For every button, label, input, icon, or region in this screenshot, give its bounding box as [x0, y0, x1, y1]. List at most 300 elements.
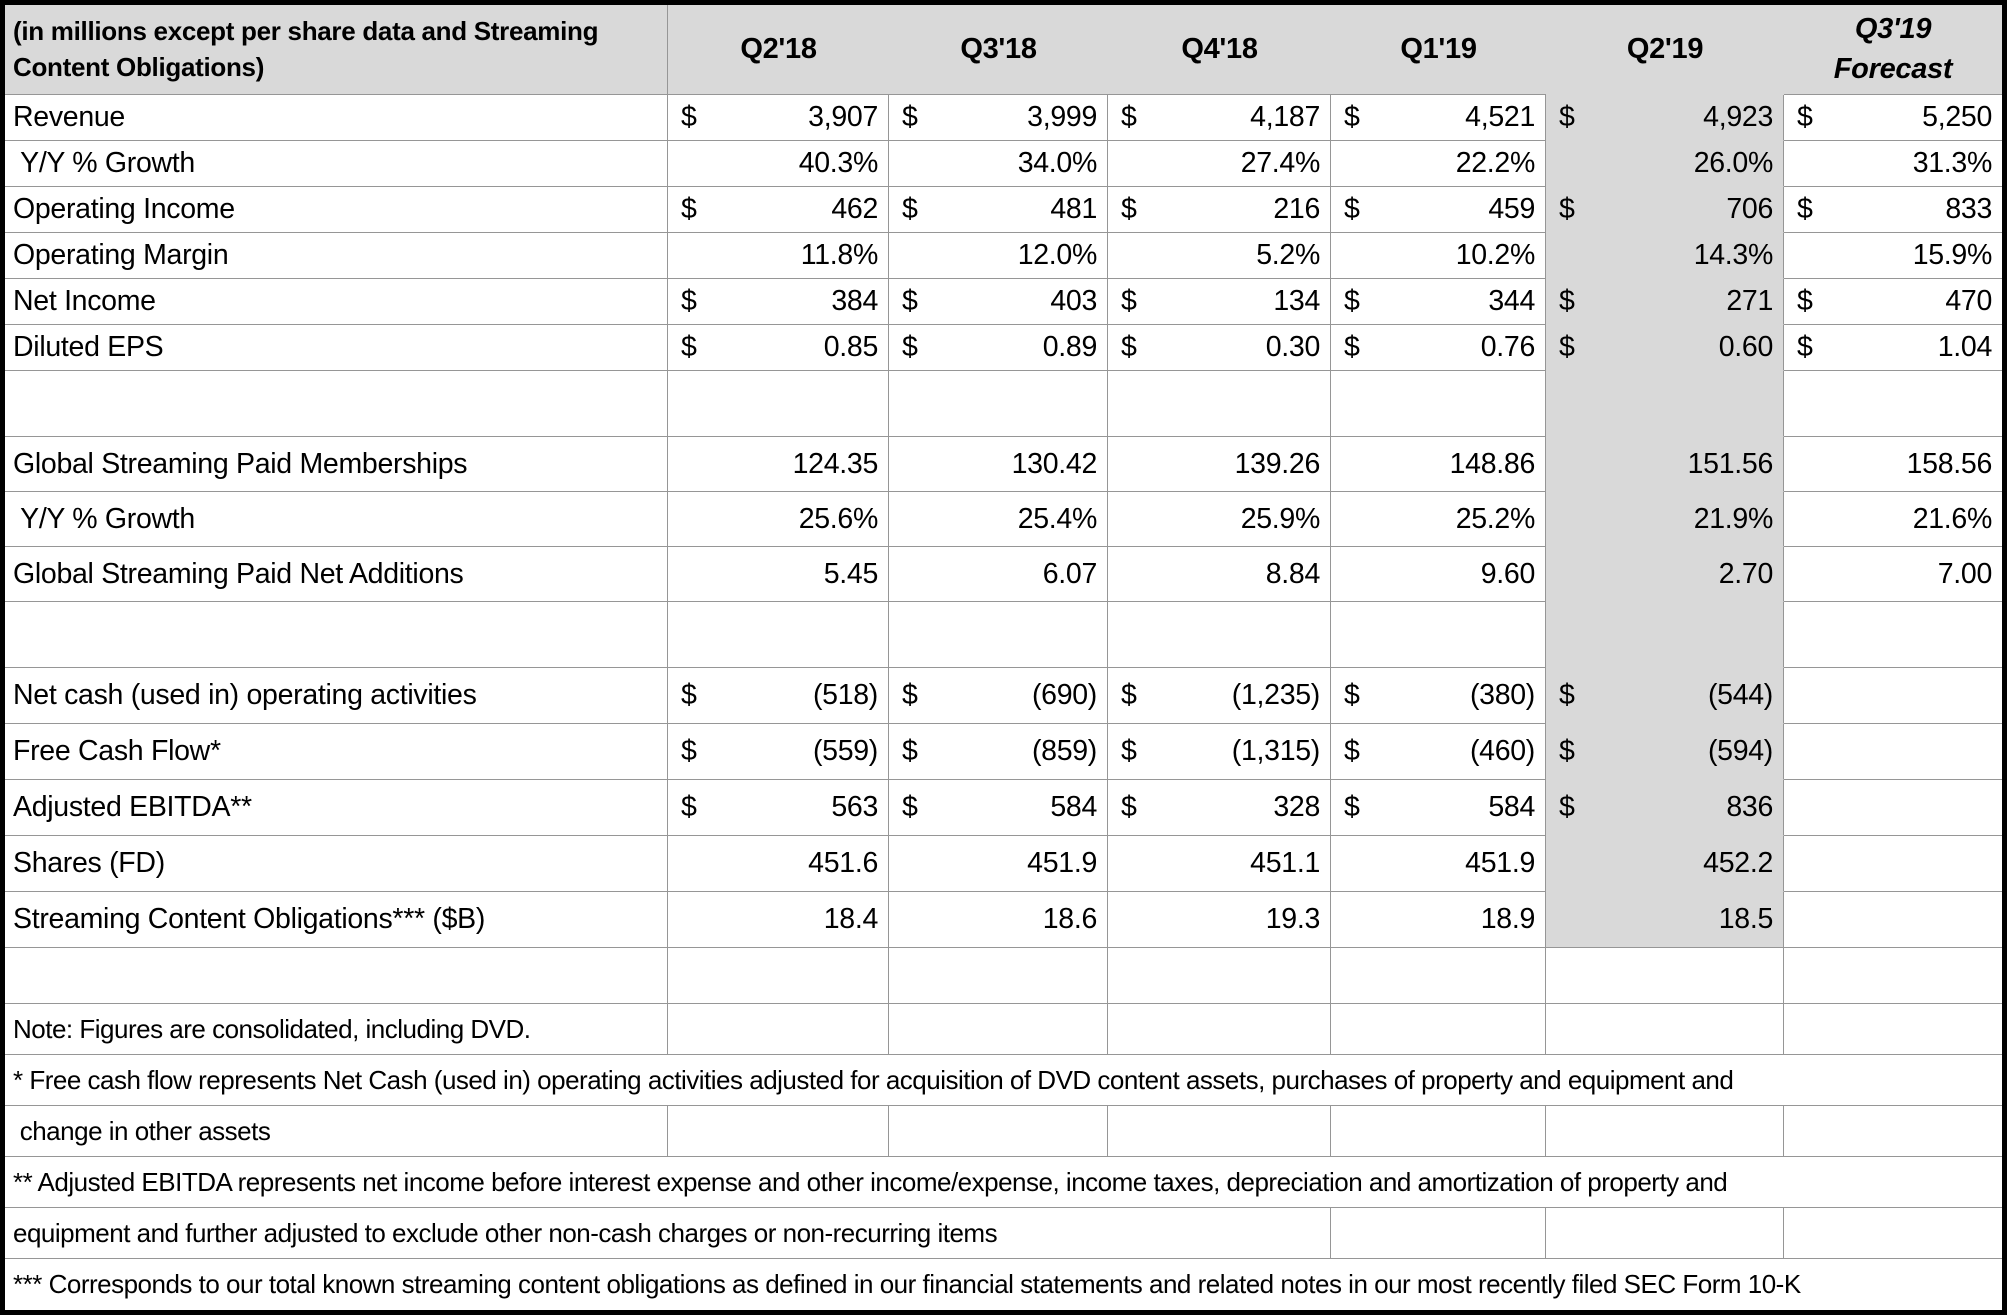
cell-global-streaming-paid-memberships-q3-18: [889, 437, 1108, 492]
cell-global-streaming-paid-memberships-q3-19-forecast: [1784, 437, 2002, 492]
cell-value: 15.9%: [1912, 239, 1992, 271]
row-label-global-streaming-paid-net-additions: Global Streaming Paid Net Additions: [5, 547, 668, 602]
cell-value: 836: [1726, 791, 1773, 823]
empty-cell: [668, 1106, 889, 1157]
cell-free-cash-flow-q1-19: [1331, 724, 1546, 780]
cell-spacer-2-q3-18: [889, 602, 1108, 668]
footnote-adjusted-ebitda-line-1: ** Adjusted EBITDA represents net income before interest expense and other income/expense, income taxes, depreciation and amortization of property and: [5, 1157, 2002, 1208]
accounting-cell-content: [1546, 791, 1783, 824]
column-header-q3-18: [889, 5, 1108, 95]
spacer-row: [5, 602, 2002, 668]
cell-free-cash-flow-q2-19: [1546, 724, 1784, 780]
cell-value: 25.2%: [1455, 502, 1535, 535]
accounting-cell-content: [1331, 193, 1545, 226]
cell-value: 0.89: [1042, 331, 1097, 363]
empty-cell: [1546, 1106, 1784, 1157]
cell-value: 462: [831, 193, 878, 225]
cell-global-streaming-paid-net-additions-q2-18: [668, 547, 889, 602]
cell-value: (859): [1031, 735, 1097, 767]
cell-global-streaming-paid-memberships-q4-18: [1108, 437, 1331, 492]
cell-streaming-content-obligations-q4-18: [1108, 892, 1331, 948]
cell-value: 0.30: [1265, 331, 1320, 363]
row-label-operating-income: Operating Income: [5, 187, 668, 233]
footnote-free-cash-flow-line-1: * Free cash flow represents Net Cash (used in) operating activities adjusted for acquisition of DVD content assets, purchases of property and equipment and: [5, 1055, 2002, 1106]
cell-adjusted-ebitda-q2-18: [668, 780, 889, 836]
cell-streaming-content-obligations-q3-19-forecast: [1784, 892, 2002, 948]
cell-value: (460): [1469, 735, 1535, 767]
cell-value: 14.3%: [1693, 239, 1773, 271]
cell-operating-margin-q3-19-forecast: [1784, 233, 2002, 279]
currency-symbol: $: [1559, 193, 1575, 225]
cell-global-streaming-paid-net-additions-q1-19: [1331, 547, 1546, 602]
table-row-adjusted-ebitda: [5, 780, 2002, 836]
row-label-streaming-content-obligations: Streaming Content Obligations*** ($B): [5, 892, 668, 948]
cell-value: 584: [1488, 791, 1535, 823]
cell-operating-income-q3-19-forecast: [1784, 187, 2002, 233]
cell-value: (594): [1707, 735, 1773, 767]
cell-operating-income-q2-18: [668, 187, 889, 233]
row-label-adjusted-ebitda: Adjusted EBITDA**: [5, 780, 668, 836]
spacer-row: [5, 371, 2002, 437]
empty-cell: [1108, 1106, 1331, 1157]
row-label-revenue: Revenue: [5, 95, 668, 141]
table-row-free-cash-flow: [5, 724, 2002, 780]
table-row-streaming-content-obligations: [5, 892, 2002, 948]
cell-value: (518): [812, 679, 878, 711]
cell-net-cash-operating-activities-q1-19: [1331, 668, 1546, 724]
note-row-footnote-free-cash-flow-line-2: [5, 1106, 2002, 1157]
currency-symbol: $: [681, 193, 697, 225]
cell-operating-income-q3-18: [889, 187, 1108, 233]
cell-streaming-content-obligations-q2-18: [668, 892, 889, 948]
cell-value: 451.6: [808, 847, 878, 879]
cell-value: 4,923: [1703, 101, 1773, 133]
cell-value: 5.45: [823, 557, 878, 590]
currency-symbol: $: [1344, 285, 1360, 317]
accounting-cell-content: [889, 331, 1107, 364]
cell-net-income-q1-19: [1331, 279, 1546, 325]
cell-global-streaming-paid-memberships-q2-18: [668, 437, 889, 492]
currency-symbol: $: [681, 101, 697, 133]
cell-value: 452.2: [1703, 847, 1773, 879]
cell-net-cash-operating-activities-q3-19-forecast: [1784, 668, 2002, 724]
row-label-global-streaming-paid-memberships: Global Streaming Paid Memberships: [5, 437, 668, 492]
currency-symbol: $: [1344, 679, 1360, 711]
table-row-revenue-yoy-growth: [5, 141, 2002, 187]
cell-diluted-eps-q2-19: [1546, 325, 1784, 371]
cell-spacer-2-q1-19: [1331, 602, 1546, 668]
currency-symbol: $: [1559, 679, 1575, 711]
footnote-free-cash-flow-line-2: change in other assets: [5, 1106, 668, 1157]
accounting-cell-content: [1784, 331, 2002, 364]
column-header-label: Q3'18: [960, 33, 1037, 65]
cell-value: 4,187: [1250, 101, 1320, 133]
cell-operating-margin-q2-18: [668, 233, 889, 279]
cell-value: 4,521: [1465, 101, 1535, 133]
cell-value: 5,250: [1922, 101, 1992, 133]
row-label-diluted-eps: Diluted EPS: [5, 325, 668, 371]
row-label-operating-margin: Operating Margin: [5, 233, 668, 279]
cell-value: 833: [1945, 193, 1992, 225]
forecast-header-line: Q3'19: [1854, 13, 1932, 46]
cell-value: 328: [1273, 791, 1320, 823]
currency-symbol: $: [1797, 193, 1813, 225]
cell-value: 344: [1488, 285, 1535, 317]
table-row-diluted-eps: [5, 325, 2002, 371]
cell-value: 25.9%: [1240, 502, 1320, 535]
cell-value: 706: [1726, 193, 1773, 225]
cell-revenue-q3-18: [889, 95, 1108, 141]
accounting-cell-content: [668, 735, 888, 768]
cell-value: 134: [1273, 285, 1320, 317]
column-header-label: Q2'19: [1626, 33, 1704, 65]
accounting-cell-content: [889, 791, 1107, 824]
table-body: [5, 95, 2002, 1310]
cell-value: 1.04: [1937, 331, 1992, 363]
cell-operating-margin-q1-19: [1331, 233, 1546, 279]
currency-symbol: $: [902, 101, 918, 133]
cell-revenue-yoy-growth-q3-18: [889, 141, 1108, 187]
cell-shares-fd-q3-19-forecast: [1784, 836, 2002, 892]
cell-value: 25.6%: [798, 502, 878, 535]
empty-cell: [1546, 1208, 1784, 1259]
cell-revenue-yoy-growth-q3-19-forecast: [1784, 141, 2002, 187]
empty-cell: [1784, 1004, 2002, 1055]
cell-value: 216: [1273, 193, 1320, 225]
cell-spacer-2-q3-19-forecast: [1784, 602, 2002, 668]
cell-value: (544): [1707, 679, 1773, 711]
table-unit-note: (in millions except per share data and Streaming Content Obligations): [5, 5, 668, 95]
cell-net-income-q3-18: [889, 279, 1108, 325]
currency-symbol: $: [902, 331, 918, 363]
table-row-memberships-yoy-growth: [5, 492, 2002, 547]
cell-spacer-1-q3-18: [889, 371, 1108, 437]
currency-symbol: $: [1344, 331, 1360, 363]
currency-symbol: $: [1559, 101, 1575, 133]
cell-value: 451.9: [1465, 847, 1535, 879]
empty-cell: [889, 1004, 1108, 1055]
currency-symbol: $: [1559, 735, 1575, 767]
currency-symbol: $: [902, 679, 918, 711]
cell-net-income-q2-18: [668, 279, 889, 325]
currency-symbol: $: [1121, 735, 1137, 767]
column-header-q1-19: [1331, 5, 1546, 95]
cell-value: 26.0%: [1693, 147, 1773, 179]
accounting-cell-content: [1546, 285, 1783, 318]
cell-streaming-content-obligations-q1-19: [1331, 892, 1546, 948]
cell-spacer-2-q4-18: [1108, 602, 1331, 668]
cell-value: 403: [1050, 285, 1097, 317]
currency-symbol: $: [1121, 679, 1137, 711]
cell-spacer-3-q1-19: [1331, 948, 1546, 1004]
currency-symbol: $: [1344, 101, 1360, 133]
cell-diluted-eps-q4-18: [1108, 325, 1331, 371]
cell-value: 563: [831, 791, 878, 823]
accounting-cell-content: [1108, 791, 1330, 824]
currency-symbol: $: [1559, 791, 1575, 823]
accounting-cell-content: [668, 791, 888, 824]
currency-symbol: $: [1344, 193, 1360, 225]
cell-value: 271: [1726, 285, 1773, 317]
accounting-cell-content: [1546, 101, 1783, 134]
cell-revenue-yoy-growth-q2-19: [1546, 141, 1784, 187]
cell-value: 0.60: [1718, 331, 1773, 363]
row-label-shares-fd: Shares (FD): [5, 836, 668, 892]
currency-symbol: $: [902, 791, 918, 823]
row-label-memberships-yoy-growth: Y/Y % Growth: [5, 492, 668, 547]
cell-value: 481: [1050, 193, 1097, 225]
cell-value: 22.2%: [1455, 147, 1535, 179]
cell-adjusted-ebitda-q1-19: [1331, 780, 1546, 836]
cell-memberships-yoy-growth-q4-18: [1108, 492, 1331, 547]
empty-cell: [1784, 1106, 2002, 1157]
note-row-footnote-adjusted-ebitda-line-1: [5, 1157, 2002, 1208]
cell-value: 584: [1050, 791, 1097, 823]
accounting-cell-content: [1331, 101, 1545, 134]
accounting-cell-content: [889, 679, 1107, 712]
cell-value: 18.6: [1042, 903, 1097, 935]
currency-symbol: $: [902, 193, 918, 225]
cell-revenue-yoy-growth-q2-18: [668, 141, 889, 187]
financial-table: [5, 5, 2002, 1310]
cell-free-cash-flow-q3-18: [889, 724, 1108, 780]
accounting-cell-content: [1108, 193, 1330, 226]
cell-operating-margin-q4-18: [1108, 233, 1331, 279]
cell-value: 18.5: [1718, 903, 1773, 935]
cell-spacer-3-q2-18: [668, 948, 889, 1004]
cell-value: 3,907: [808, 101, 878, 133]
cell-value: 384: [831, 285, 878, 317]
cell-value: 124.35: [792, 447, 878, 480]
cell-value: 21.9%: [1693, 502, 1773, 535]
cell-diluted-eps-q1-19: [1331, 325, 1546, 371]
accounting-cell-content: [668, 679, 888, 712]
cell-adjusted-ebitda-q2-19: [1546, 780, 1784, 836]
currency-symbol: $: [681, 285, 697, 317]
cell-free-cash-flow-q2-18: [668, 724, 889, 780]
cell-operating-margin-q2-19: [1546, 233, 1784, 279]
cell-global-streaming-paid-net-additions-q3-19-forecast: [1784, 547, 2002, 602]
accounting-cell-content: [889, 193, 1107, 226]
accounting-cell-content: [668, 285, 888, 318]
currency-symbol: $: [1121, 791, 1137, 823]
accounting-cell-content: [889, 735, 1107, 768]
cell-spacer-1-q3-19-forecast: [1784, 371, 2002, 437]
cell-shares-fd-q2-19: [1546, 836, 1784, 892]
spacer-row: [5, 948, 2002, 1004]
note-consolidated: Note: Figures are consolidated, including DVD.: [5, 1004, 668, 1055]
cell-revenue-yoy-growth-q4-18: [1108, 141, 1331, 187]
currency-symbol: $: [681, 791, 697, 823]
cell-operating-margin-q3-18: [889, 233, 1108, 279]
currency-symbol: $: [1344, 791, 1360, 823]
empty-label-cell: [5, 371, 668, 437]
cell-value: 31.3%: [1912, 147, 1992, 179]
empty-cell: [668, 1004, 889, 1055]
cell-revenue-q4-18: [1108, 95, 1331, 141]
accounting-cell-content: [1784, 285, 2002, 318]
cell-revenue-yoy-growth-q1-19: [1331, 141, 1546, 187]
cell-streaming-content-obligations-q2-19: [1546, 892, 1784, 948]
cell-memberships-yoy-growth-q3-19-forecast: [1784, 492, 2002, 547]
accounting-cell-content: [1108, 735, 1330, 768]
cell-net-income-q3-19-forecast: [1784, 279, 2002, 325]
cell-spacer-1-q1-19: [1331, 371, 1546, 437]
cell-value: 9.60: [1480, 557, 1535, 590]
cell-net-cash-operating-activities-q2-19: [1546, 668, 1784, 724]
accounting-cell-content: [1784, 193, 2002, 226]
accounting-cell-content: [889, 285, 1107, 318]
cell-shares-fd-q3-18: [889, 836, 1108, 892]
empty-cell: [1108, 1004, 1331, 1055]
accounting-cell-content: [1331, 331, 1545, 364]
accounting-cell-content: [1331, 285, 1545, 318]
cell-net-cash-operating-activities-q3-18: [889, 668, 1108, 724]
cell-diluted-eps-q3-19-forecast: [1784, 325, 2002, 371]
cell-value: 11.8%: [800, 239, 878, 271]
cell-memberships-yoy-growth-q3-18: [889, 492, 1108, 547]
currency-symbol: $: [1121, 193, 1137, 225]
table-row-revenue: [5, 95, 2002, 141]
currency-symbol: $: [1121, 285, 1137, 317]
cell-diluted-eps-q2-18: [668, 325, 889, 371]
footnote-adjusted-ebitda-line-2: equipment and further adjusted to exclude other non-cash charges or non-recurring items: [5, 1208, 1331, 1259]
empty-cell: [1784, 1208, 2002, 1259]
cell-value: 12.0%: [1017, 239, 1097, 271]
table-row-net-income: [5, 279, 2002, 325]
table-header: [5, 5, 2002, 95]
accounting-cell-content: [1546, 679, 1783, 712]
currency-symbol: $: [1559, 285, 1575, 317]
accounting-cell-content: [1108, 101, 1330, 134]
accounting-cell-content: [1331, 735, 1545, 768]
cell-net-income-q4-18: [1108, 279, 1331, 325]
header-row: [5, 5, 2002, 95]
accounting-cell-content: [1108, 679, 1330, 712]
accounting-cell-content: [1546, 735, 1783, 768]
cell-value: 6.07: [1042, 557, 1097, 590]
note-row-footnote-free-cash-flow-line-1: [5, 1055, 2002, 1106]
cell-spacer-1-q4-18: [1108, 371, 1331, 437]
row-label-free-cash-flow: Free Cash Flow*: [5, 724, 668, 780]
cell-value: 3,999: [1027, 101, 1097, 133]
cell-adjusted-ebitda-q4-18: [1108, 780, 1331, 836]
cell-value: 470: [1945, 285, 1992, 317]
cell-value: 40.3%: [798, 147, 878, 179]
cell-global-streaming-paid-memberships-q2-19: [1546, 437, 1784, 492]
currency-symbol: $: [1344, 735, 1360, 767]
table-row-shares-fd: [5, 836, 2002, 892]
cell-adjusted-ebitda-q3-18: [889, 780, 1108, 836]
cell-spacer-3-q3-18: [889, 948, 1108, 1004]
cell-value: 5.2%: [1256, 239, 1320, 271]
cell-revenue-q2-18: [668, 95, 889, 141]
forecast-header-line: Forecast: [1833, 52, 1953, 85]
table-row-global-streaming-paid-memberships: [5, 437, 2002, 492]
empty-cell: [1546, 1004, 1784, 1055]
cell-value: 151.56: [1687, 447, 1773, 480]
currency-symbol: $: [1797, 331, 1813, 363]
cell-global-streaming-paid-memberships-q1-19: [1331, 437, 1546, 492]
cell-value: 0.85: [823, 331, 878, 363]
cell-value: (559): [812, 735, 878, 767]
empty-cell: [1331, 1106, 1546, 1157]
accounting-cell-content: [1331, 679, 1545, 712]
cell-memberships-yoy-growth-q1-19: [1331, 492, 1546, 547]
cell-value: (380): [1469, 679, 1535, 711]
cell-value: 158.56: [1906, 447, 1992, 480]
cell-value: 148.86: [1449, 447, 1535, 480]
cell-memberships-yoy-growth-q2-19: [1546, 492, 1784, 547]
row-label-net-income: Net Income: [5, 279, 668, 325]
empty-label-cell: [5, 602, 668, 668]
cell-revenue-q2-19: [1546, 95, 1784, 141]
accounting-cell-content: [668, 101, 888, 134]
column-header-label: Q2'18: [740, 33, 817, 65]
column-header-q2-19: [1546, 5, 1784, 95]
cell-free-cash-flow-q4-18: [1108, 724, 1331, 780]
cell-value: 0.76: [1480, 331, 1535, 363]
cell-net-income-q2-19: [1546, 279, 1784, 325]
note-row-footnote-streaming-content-obligations: [5, 1259, 2002, 1310]
cell-shares-fd-q2-18: [668, 836, 889, 892]
cell-value: 130.42: [1011, 447, 1097, 480]
table-row-net-cash-operating-activities: [5, 668, 2002, 724]
cell-net-cash-operating-activities-q2-18: [668, 668, 889, 724]
cell-value: 451.1: [1250, 847, 1320, 879]
accounting-cell-content: [1108, 331, 1330, 364]
table-row-operating-margin: [5, 233, 2002, 279]
accounting-cell-content: [1108, 285, 1330, 318]
cell-shares-fd-q4-18: [1108, 836, 1331, 892]
cell-spacer-3-q2-19: [1546, 948, 1784, 1004]
cell-value: 18.4: [823, 903, 878, 935]
currency-symbol: $: [1121, 331, 1137, 363]
cell-value: 21.6%: [1912, 502, 1992, 535]
currency-symbol: $: [681, 331, 697, 363]
currency-symbol: $: [681, 735, 697, 767]
currency-symbol: $: [1797, 285, 1813, 317]
accounting-cell-content: [668, 193, 888, 226]
cell-value: (690): [1031, 679, 1097, 711]
cell-value: 8.84: [1265, 557, 1320, 590]
cell-value: 18.9: [1480, 903, 1535, 935]
accounting-cell-content: [668, 331, 888, 364]
column-header-q2-18: [668, 5, 889, 95]
footnote-streaming-content-obligations: *** Corresponds to our total known streaming content obligations as defined in our financial statements and related notes in our most recently filed SEC Form 10-K: [5, 1259, 2002, 1310]
cell-value: 19.3: [1265, 903, 1320, 935]
cell-global-streaming-paid-net-additions-q3-18: [889, 547, 1108, 602]
currency-symbol: $: [902, 735, 918, 767]
cell-value: (1,235): [1231, 679, 1320, 711]
empty-label-cell: [5, 948, 668, 1004]
note-row-note-consolidated: [5, 1004, 2002, 1055]
cell-value: 139.26: [1234, 447, 1320, 480]
cell-net-cash-operating-activities-q4-18: [1108, 668, 1331, 724]
currency-symbol: $: [681, 679, 697, 711]
cell-spacer-2-q2-19: [1546, 602, 1784, 668]
row-label-revenue-yoy-growth: Y/Y % Growth: [5, 141, 668, 187]
cell-value: 34.0%: [1017, 147, 1097, 179]
cell-streaming-content-obligations-q3-18: [889, 892, 1108, 948]
cell-value: 7.00: [1937, 557, 1992, 590]
cell-revenue-q1-19: [1331, 95, 1546, 141]
accounting-cell-content: [1546, 193, 1783, 226]
cell-operating-income-q2-19: [1546, 187, 1784, 233]
column-header-q4-18: [1108, 5, 1331, 95]
cell-value: 25.4%: [1017, 502, 1097, 535]
cell-value: 27.4%: [1240, 147, 1320, 179]
